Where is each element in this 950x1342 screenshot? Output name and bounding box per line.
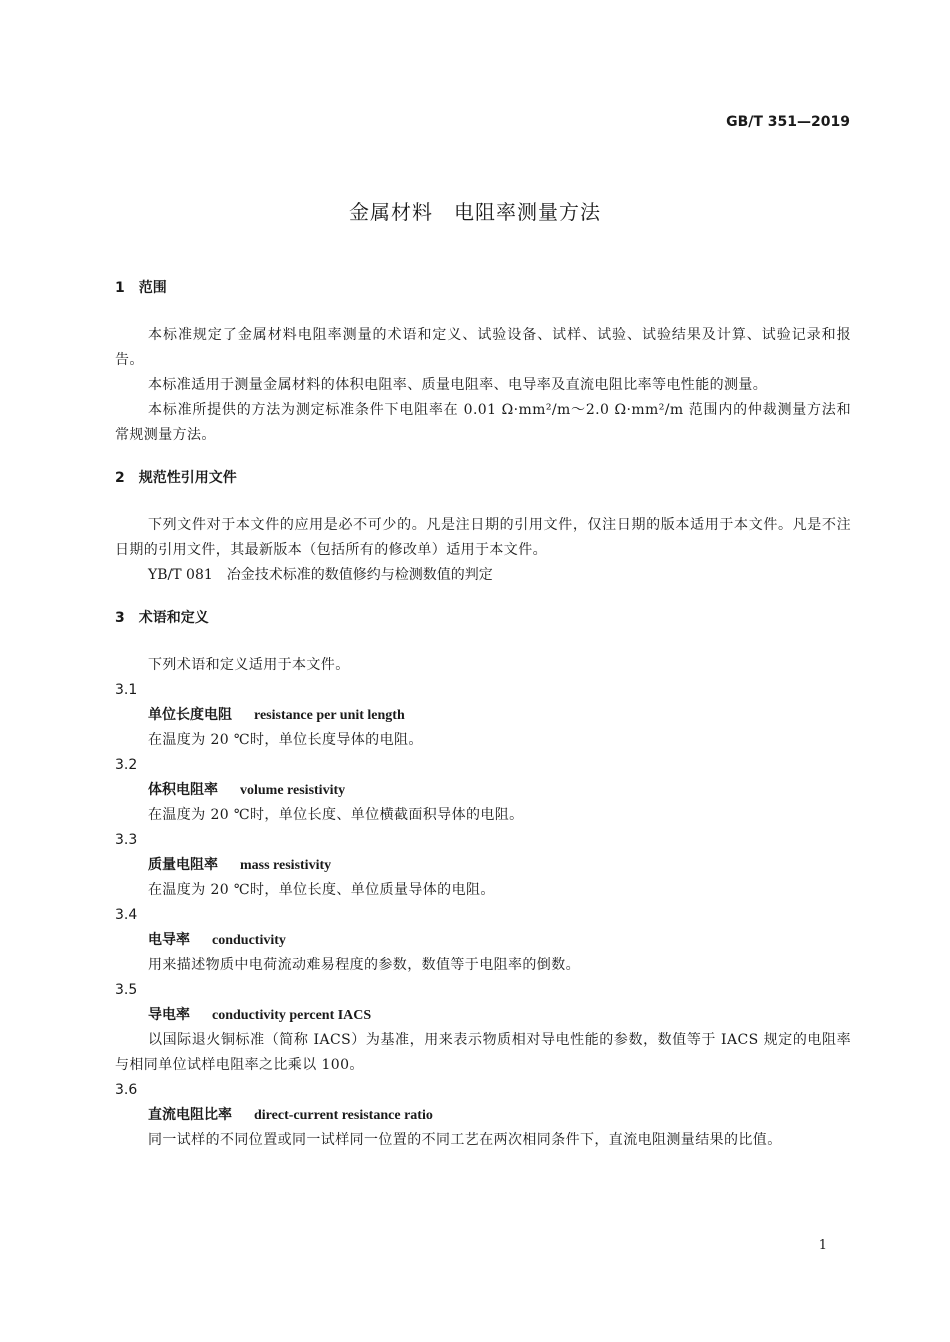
term-definition: 在温度为 20 ℃时，单位长度、单位质量导体的电阻。 [148,882,495,898]
term-title [115,1003,851,1028]
term-en: direct-current resistance ratio [254,1108,433,1123]
term-en: conductivity percent IACS [212,1008,372,1023]
standard-code: GB/T 351—2019 [726,114,850,130]
clause-number: 3.4 [115,907,138,923]
clause-number: 3.2 [115,757,138,773]
term-en: resistance per unit length [254,708,405,723]
term-entry [115,903,851,978]
term-zh: 单位长度电阻 [148,707,232,723]
section-heading-terms-definitions: 3 术语和定义 [115,610,209,626]
paragraph: 本标准适用于测量金属材料的体积电阻率、质量电阻率、电导率及直流电阻比率等电性能的测量。 [148,377,768,393]
term-entry [115,828,851,903]
clause-number: 3.1 [115,682,138,698]
document-body [115,276,851,1153]
paragraph: 下列文件对于本文件的应用是必不可少的。凡是注日期的引用文件，仅注日期的版本适用于本文件。凡是不注日期的引用文件，其最新版本（包括所有的修改单）适用于本文件。 [115,517,851,558]
term-entry [115,978,851,1078]
term-title [115,1103,851,1128]
term-zh: 体积电阻率 [148,782,218,798]
term-en: conductivity [212,933,286,948]
paragraph: 本标准所提供的方法为测定标准条件下电阻率在 0.01 Ω·mm²/m～2.0 Ω·mm²/m 范围内的仲裁测量方法和常规测量方法。 [115,402,851,443]
clause-number: 3.5 [115,982,138,998]
term-en: mass resistivity [240,858,332,873]
term-entry [115,1078,851,1153]
term-definition: 用来描述物质中电荷流动难易程度的参数，数值等于电阻率的倒数。 [148,957,580,973]
term-zh: 直流电阻比率 [148,1107,232,1123]
term-definition: 在温度为 20 ℃时，单位长度导体的电阻。 [148,732,423,748]
clause-number: 3.6 [115,1082,138,1098]
term-definition: 在温度为 20 ℃时，单位长度、单位横截面积导体的电阻。 [148,807,524,823]
clause-number: 3.3 [115,832,138,848]
paragraph: 本标准规定了金属材料电阻率测量的术语和定义、试验设备、试样、试验、试验结果及计算、试验记录和报告。 [115,327,851,368]
term-entry [115,678,851,753]
term-zh: 质量电阻率 [148,857,218,873]
section-heading-scope: 1 范围 [115,280,167,296]
term-zh: 电导率 [148,932,190,948]
term-title [115,703,851,728]
term-title [115,778,851,803]
term-zh: 导电率 [148,1007,190,1023]
section-heading-normative-references: 2 规范性引用文件 [115,470,237,486]
document-title: 金属材料 电阻率测量方法 [349,200,601,224]
term-title [115,928,851,953]
reference-entry: YB/T 081 冶金技术标准的数值修约与检测数值的判定 [148,567,493,583]
paragraph: 下列术语和定义适用于本文件。 [148,657,350,673]
term-title [115,853,851,878]
term-definition: 同一试样的不同位置或同一试样同一位置的不同工艺在两次相同条件下，直流电阻测量结果的比值。 [148,1132,782,1148]
page-number: 1 [818,1238,827,1253]
term-definition: 以国际退火铜标准（简称 IACS）为基准，用来表示物质相对导电性能的参数，数值等于 IACS 规定的电阻率与相同单位试样电阻率之比乘以 100。 [115,1032,851,1073]
term-entry [115,753,851,828]
term-en: volume resistivity [240,783,346,798]
